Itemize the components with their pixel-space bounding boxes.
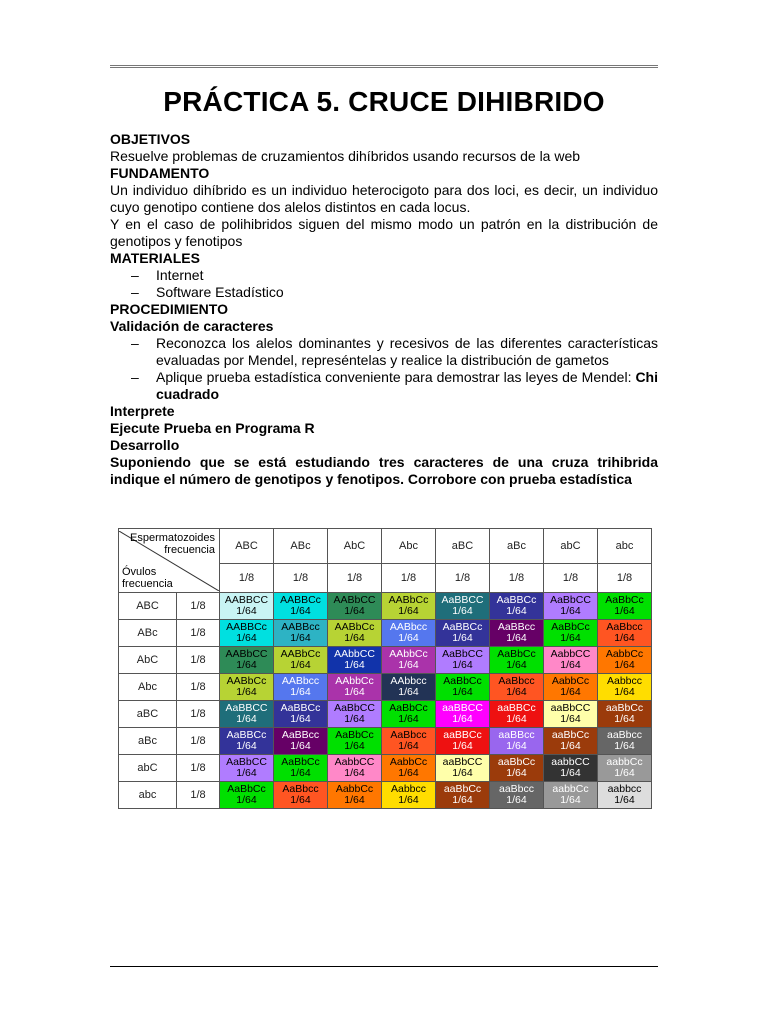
ova-frequency: 1/8 [177, 593, 220, 620]
table-corner [119, 529, 220, 593]
sperm-frequency: 1/8 [220, 564, 274, 593]
genotype-cell [490, 755, 544, 782]
genotype-frequency: 1/64 [290, 632, 311, 644]
genotype-cell [544, 755, 598, 782]
genotype-frequency: 1/64 [614, 767, 635, 779]
ova-frequency: 1/8 [177, 647, 220, 674]
sperm-gamete-header: Abc [382, 529, 436, 564]
genotype-cell [490, 620, 544, 647]
sperm-frequency: 1/8 [544, 564, 598, 593]
corner-sperm-freq: frecuencia [164, 543, 215, 556]
table-row [119, 755, 652, 782]
genotype-frequency: 1/64 [236, 686, 257, 698]
list-item [110, 267, 658, 284]
genotype-label: AaBBcc [497, 621, 536, 633]
table-row [119, 593, 652, 620]
genotype-label: AABbCc [226, 675, 267, 687]
genotype-cell [328, 674, 382, 701]
genotype-frequency: 1/64 [452, 740, 473, 752]
ova-frequency: 1/8 [177, 782, 220, 809]
genotype-frequency: 1/64 [344, 632, 365, 644]
list-item [110, 284, 658, 301]
genotype-label: AAbbcc [390, 675, 427, 687]
fundamento-paragraph-2: Y en el caso de polihibridos siguen del mismo modo un patrón en la distribución de genotipos y fenotipos [110, 216, 658, 249]
sperm-gamete-header: ABc [274, 529, 328, 564]
ova-gamete-label: abc [119, 782, 177, 809]
genotype-label: aaBbCc [443, 783, 482, 795]
genotype-frequency: 1/64 [236, 659, 257, 671]
genotype-label: AaBbcc [390, 729, 427, 741]
sperm-frequency: 1/8 [328, 564, 382, 593]
genotype-label: AABbCc [334, 621, 375, 633]
genotype-frequency: 1/64 [560, 605, 581, 617]
suponiendo-paragraph: Suponiendo que se está estudiando tres caracteres de una cruza trihibrida indique el número de genotipos y fenotipos. Corrobore con prueba estadística [110, 454, 658, 487]
ova-frequency: 1/8 [177, 674, 220, 701]
genotype-label: AABBCc [280, 594, 321, 606]
genotype-frequency: 1/64 [614, 686, 635, 698]
genotype-label: AabbCc [605, 648, 644, 660]
genotype-frequency: 1/64 [452, 767, 473, 779]
genotype-label: AaBBCc [226, 729, 267, 741]
genotype-cell [274, 728, 328, 755]
ova-gamete-label: abC [119, 755, 177, 782]
genotype-label: aaBbCc [551, 729, 590, 741]
chi-cuadrado: Chi cuadrado [156, 369, 658, 402]
fundamento-heading: FUNDAMENTO [110, 165, 210, 181]
genotype-frequency: 1/64 [236, 632, 257, 644]
genotype-label: AaBBCc [496, 594, 537, 606]
genotype-frequency: 1/64 [506, 740, 527, 752]
genotype-frequency: 1/64 [398, 632, 419, 644]
table-row [119, 728, 652, 755]
page-title: PRÁCTICA 5. CRUCE DIHIBRIDO [163, 86, 605, 117]
genotype-label: AABbCC [333, 594, 376, 606]
genotype-frequency: 1/64 [236, 740, 257, 752]
genotype-cell [490, 593, 544, 620]
genotype-label: AaBbCc [227, 783, 266, 795]
genotype-frequency: 1/64 [452, 659, 473, 671]
genotype-cell [328, 755, 382, 782]
genotype-label: AaBbCc [551, 621, 590, 633]
genotype-cell [544, 701, 598, 728]
materiales-heading: MATERIALES [110, 250, 200, 266]
genotype-frequency: 1/64 [236, 605, 257, 617]
corner-sperm-title: Espermatozoides [130, 531, 215, 544]
genotype-cell [220, 782, 274, 809]
genotype-cell [436, 674, 490, 701]
genotype-label: Aabbcc [390, 783, 427, 795]
genotype-label: AaBbcc [606, 621, 643, 633]
genotype-cell [274, 701, 328, 728]
genotype-label: AaBbcc [498, 675, 535, 687]
genotype-cell [544, 647, 598, 674]
genotype-cell [328, 728, 382, 755]
genotype-frequency: 1/64 [398, 605, 419, 617]
genotype-frequency: 1/64 [506, 794, 527, 806]
genotype-cell [382, 674, 436, 701]
genotype-cell [544, 728, 598, 755]
genotype-frequency: 1/64 [452, 713, 473, 725]
objetivos-heading: OBJETIVOS [110, 131, 191, 147]
genotype-cell [382, 701, 436, 728]
genotype-cell [436, 701, 490, 728]
genotype-cell [490, 701, 544, 728]
genotype-cell [382, 728, 436, 755]
corner-diagonal [119, 531, 219, 591]
genotype-frequency: 1/64 [506, 713, 527, 725]
genotype-cell [328, 701, 382, 728]
genotype-cell [436, 728, 490, 755]
genotype-label: aaBbCc [497, 756, 536, 768]
genotype-label: aaBbCc [605, 702, 644, 714]
genotype-cell [544, 782, 598, 809]
procedimiento-item-1: Reconozca los alelos dominantes y recesivos de las diferentes características evaluadas por Mendel, represéntelas y realice la distribución de gametos [156, 335, 658, 368]
genotype-label: AaBBcc [281, 729, 320, 741]
genotype-frequency: 1/64 [398, 713, 419, 725]
genotype-cell [598, 701, 652, 728]
sperm-gamete-header: abc [598, 529, 652, 564]
genotype-frequency: 1/64 [290, 740, 311, 752]
genotype-frequency: 1/64 [290, 713, 311, 725]
genotype-frequency: 1/64 [506, 605, 527, 617]
table-row [119, 620, 652, 647]
genotype-frequency: 1/64 [344, 794, 365, 806]
genotype-label: aabbCC [551, 756, 590, 768]
genotype-frequency: 1/64 [560, 659, 581, 671]
genotype-frequency: 1/64 [398, 767, 419, 779]
genotype-cell [490, 674, 544, 701]
genotype-cell [274, 674, 328, 701]
corner-ova-title: Óvulos [122, 565, 157, 578]
genotype-label: AaBbCc [335, 729, 374, 741]
genotype-cell [436, 782, 490, 809]
top-rule [110, 65, 658, 70]
genotype-label: AABbCC [225, 648, 268, 660]
ova-gamete-label: ABC [119, 593, 177, 620]
materiales-item-internet: Internet [156, 267, 204, 283]
genotype-cell [274, 593, 328, 620]
genotype-frequency: 1/64 [560, 794, 581, 806]
procedimiento-heading: PROCEDIMIENTO [110, 301, 228, 317]
genotype-cell [490, 647, 544, 674]
genotype-cell [598, 674, 652, 701]
genotype-frequency: 1/64 [344, 713, 365, 725]
ova-frequency: 1/8 [177, 728, 220, 755]
genotype-label: aabbCc [552, 783, 589, 795]
genotype-cell [220, 674, 274, 701]
genotype-cell [382, 647, 436, 674]
genotype-label: AaBbCc [497, 648, 536, 660]
objetivos-text: Resuelve problemas de cruzamientos dihíbridos usando recursos de la web [110, 148, 581, 164]
genotype-cell [436, 647, 490, 674]
genotype-frequency: 1/64 [614, 632, 635, 644]
genotype-label: aaBbcc [498, 783, 535, 795]
genotype-frequency: 1/64 [452, 686, 473, 698]
genotype-label: aaBbCC [442, 756, 483, 768]
genotype-frequency: 1/64 [560, 686, 581, 698]
genotype-cell [328, 647, 382, 674]
genotype-label: AABbCc [388, 594, 429, 606]
genotype-frequency: 1/64 [398, 740, 419, 752]
dash-bullet: – [131, 284, 139, 300]
sperm-gamete-header: ABC [220, 529, 274, 564]
genotype-label: aaBbCC [550, 702, 591, 714]
genotype-frequency: 1/64 [560, 740, 581, 752]
genotype-label: AabbCc [335, 783, 374, 795]
genotype-frequency: 1/64 [398, 686, 419, 698]
genotype-cell [382, 620, 436, 647]
genotype-label: AaBbCC [550, 594, 591, 606]
genotype-label: Aabbcc [606, 675, 643, 687]
genotype-cell [328, 782, 382, 809]
genotype-label: AABBCc [226, 621, 267, 633]
genotype-frequency: 1/64 [560, 713, 581, 725]
genotype-cell [220, 647, 274, 674]
genotype-label: aaBBCc [443, 729, 482, 741]
genotype-label: AAbbCc [335, 675, 374, 687]
genotype-cell [598, 782, 652, 809]
genotype-frequency: 1/64 [290, 659, 311, 671]
genotype-cell [274, 620, 328, 647]
genotype-frequency: 1/64 [506, 686, 527, 698]
genotype-label: AaBbCc [605, 594, 644, 606]
ova-frequency: 1/8 [177, 755, 220, 782]
genotype-cell [382, 782, 436, 809]
genotype-frequency: 1/64 [344, 740, 365, 752]
list-item [110, 369, 658, 403]
genotype-label: AABbcc [281, 675, 320, 687]
genotype-frequency: 1/64 [290, 794, 311, 806]
procedimiento-item-2: Aplique prueba estadística conveniente para demostrar las leyes de Mendel: [156, 369, 636, 385]
genotype-frequency: 1/64 [398, 794, 419, 806]
procedimiento-list [110, 335, 658, 403]
corner-ova-freq: frecuencia [122, 577, 173, 590]
table-row [119, 674, 652, 701]
genotype-label: aaBbcc [606, 729, 643, 741]
genotype-cell [382, 593, 436, 620]
genotype-label: AaBbCC [334, 702, 375, 714]
genotype-frequency: 1/64 [344, 767, 365, 779]
genotype-label: AaBBCC [441, 594, 484, 606]
genotype-label: AaBBCc [280, 702, 321, 714]
desarrollo-heading: Desarrollo [110, 437, 180, 453]
genotype-cell [598, 593, 652, 620]
ova-gamete-label: AbC [119, 647, 177, 674]
sperm-frequency: 1/8 [598, 564, 652, 593]
genotype-label: aabbcc [607, 783, 642, 795]
sperm-header-row [119, 529, 652, 564]
ova-gamete-label: Abc [119, 674, 177, 701]
dash-bullet: – [131, 369, 139, 385]
genotype-label: aabbCc [606, 756, 643, 768]
sperm-gamete-header: aBc [490, 529, 544, 564]
genotype-cell [598, 755, 652, 782]
dash-bullet: – [131, 267, 139, 283]
materiales-list [110, 267, 658, 301]
genotype-cell [274, 782, 328, 809]
genotype-label: AAbbCc [389, 648, 428, 660]
genotype-label: AaBbCc [443, 675, 482, 687]
genotype-label: AabbCc [389, 756, 428, 768]
genotype-label: AABbcc [389, 621, 428, 633]
sperm-gamete-header: aBC [436, 529, 490, 564]
genotype-cell [490, 728, 544, 755]
list-item [110, 335, 658, 369]
genotype-frequency: 1/64 [236, 767, 257, 779]
materiales-item-software: Software Estadístico [156, 284, 284, 300]
table-row [119, 782, 652, 809]
sperm-frequency: 1/8 [382, 564, 436, 593]
genotype-cell [436, 755, 490, 782]
sperm-frequency: 1/8 [274, 564, 328, 593]
table-row [119, 701, 652, 728]
genotype-frequency: 1/64 [506, 659, 527, 671]
genotype-cell [274, 647, 328, 674]
genotype-frequency: 1/64 [614, 605, 635, 617]
genotype-label: AABbCc [280, 648, 321, 660]
genotype-frequency: 1/64 [452, 605, 473, 617]
table-row [119, 647, 652, 674]
genotype-frequency: 1/64 [560, 767, 581, 779]
genotype-frequency: 1/64 [344, 659, 365, 671]
document-body [110, 131, 658, 488]
genotype-frequency: 1/64 [452, 632, 473, 644]
genotype-cell [220, 701, 274, 728]
ova-gamete-label: aBc [119, 728, 177, 755]
genotype-label: AaBbCC [442, 648, 483, 660]
genotype-label: aaBBCC [442, 702, 483, 714]
genotype-frequency: 1/64 [614, 794, 635, 806]
corner-ova-label [122, 566, 173, 590]
genotype-cell [544, 620, 598, 647]
sperm-frequency: 1/8 [436, 564, 490, 593]
genotype-cell [274, 755, 328, 782]
genotype-cell [544, 674, 598, 701]
ova-frequency: 1/8 [177, 620, 220, 647]
genotype-cell [220, 620, 274, 647]
punnett-square-table [118, 528, 652, 809]
genotype-label: AaBBCc [442, 621, 483, 633]
genotype-cell [544, 593, 598, 620]
genotype-label: AaBbCc [389, 702, 428, 714]
validacion-subheading: Validación de caracteres [110, 318, 274, 334]
genotype-cell [598, 728, 652, 755]
genotype-cell [220, 728, 274, 755]
genotype-label: AabbCC [550, 648, 591, 660]
bottom-rule [110, 966, 658, 967]
genotype-label: AaBbCC [226, 756, 267, 768]
genotype-label: AABBCC [224, 594, 269, 606]
ova-frequency: 1/8 [177, 701, 220, 728]
genotype-label: aaBBcc [498, 729, 535, 741]
genotype-frequency: 1/64 [290, 605, 311, 617]
genotype-label: AaBbcc [282, 783, 319, 795]
sperm-gamete-header: abC [544, 529, 598, 564]
genotype-cell [598, 647, 652, 674]
genotype-cell [328, 593, 382, 620]
interprete-heading: Interprete [110, 403, 175, 419]
genotype-frequency: 1/64 [614, 740, 635, 752]
corner-sperm-label [130, 532, 215, 556]
genotype-cell [328, 620, 382, 647]
dash-bullet: – [131, 335, 139, 351]
fundamento-paragraph-1: Un individuo dihíbrido es un individuo heterocigoto para dos loci, es decir, un individuo cuyo genotipo contiene dos alelos distintos en cada locus. [110, 182, 658, 215]
genotype-frequency: 1/64 [452, 794, 473, 806]
genotype-label: AAbbCC [334, 648, 375, 660]
genotype-label: aaBBCc [497, 702, 536, 714]
genotype-label: AabbCc [551, 675, 590, 687]
genotype-frequency: 1/64 [236, 794, 257, 806]
genotype-cell [220, 593, 274, 620]
genotype-frequency: 1/64 [290, 686, 311, 698]
genotype-cell [382, 755, 436, 782]
genotype-frequency: 1/64 [614, 659, 635, 671]
sperm-frequency: 1/8 [490, 564, 544, 593]
genotype-label: AABBcc [281, 621, 320, 633]
sperm-gamete-header: AbC [328, 529, 382, 564]
genotype-cell [436, 593, 490, 620]
genotype-label: AaBBCC [225, 702, 268, 714]
genotype-frequency: 1/64 [560, 632, 581, 644]
genotype-frequency: 1/64 [506, 632, 527, 644]
genotype-frequency: 1/64 [344, 686, 365, 698]
genotype-frequency: 1/64 [290, 767, 311, 779]
genotype-frequency: 1/64 [344, 605, 365, 617]
genotype-label: AaBbCc [281, 756, 320, 768]
ova-gamete-label: aBC [119, 701, 177, 728]
genotype-label: AabbCC [334, 756, 375, 768]
genotype-cell [598, 620, 652, 647]
genotype-frequency: 1/64 [506, 767, 527, 779]
genotype-frequency: 1/64 [398, 659, 419, 671]
genotype-frequency: 1/64 [236, 713, 257, 725]
genotype-cell [220, 755, 274, 782]
genotype-cell [436, 620, 490, 647]
genotype-cell [490, 782, 544, 809]
ova-gamete-label: ABc [119, 620, 177, 647]
ejecute-heading: Ejecute Prueba en Programa R [110, 420, 315, 436]
genotype-frequency: 1/64 [614, 713, 635, 725]
